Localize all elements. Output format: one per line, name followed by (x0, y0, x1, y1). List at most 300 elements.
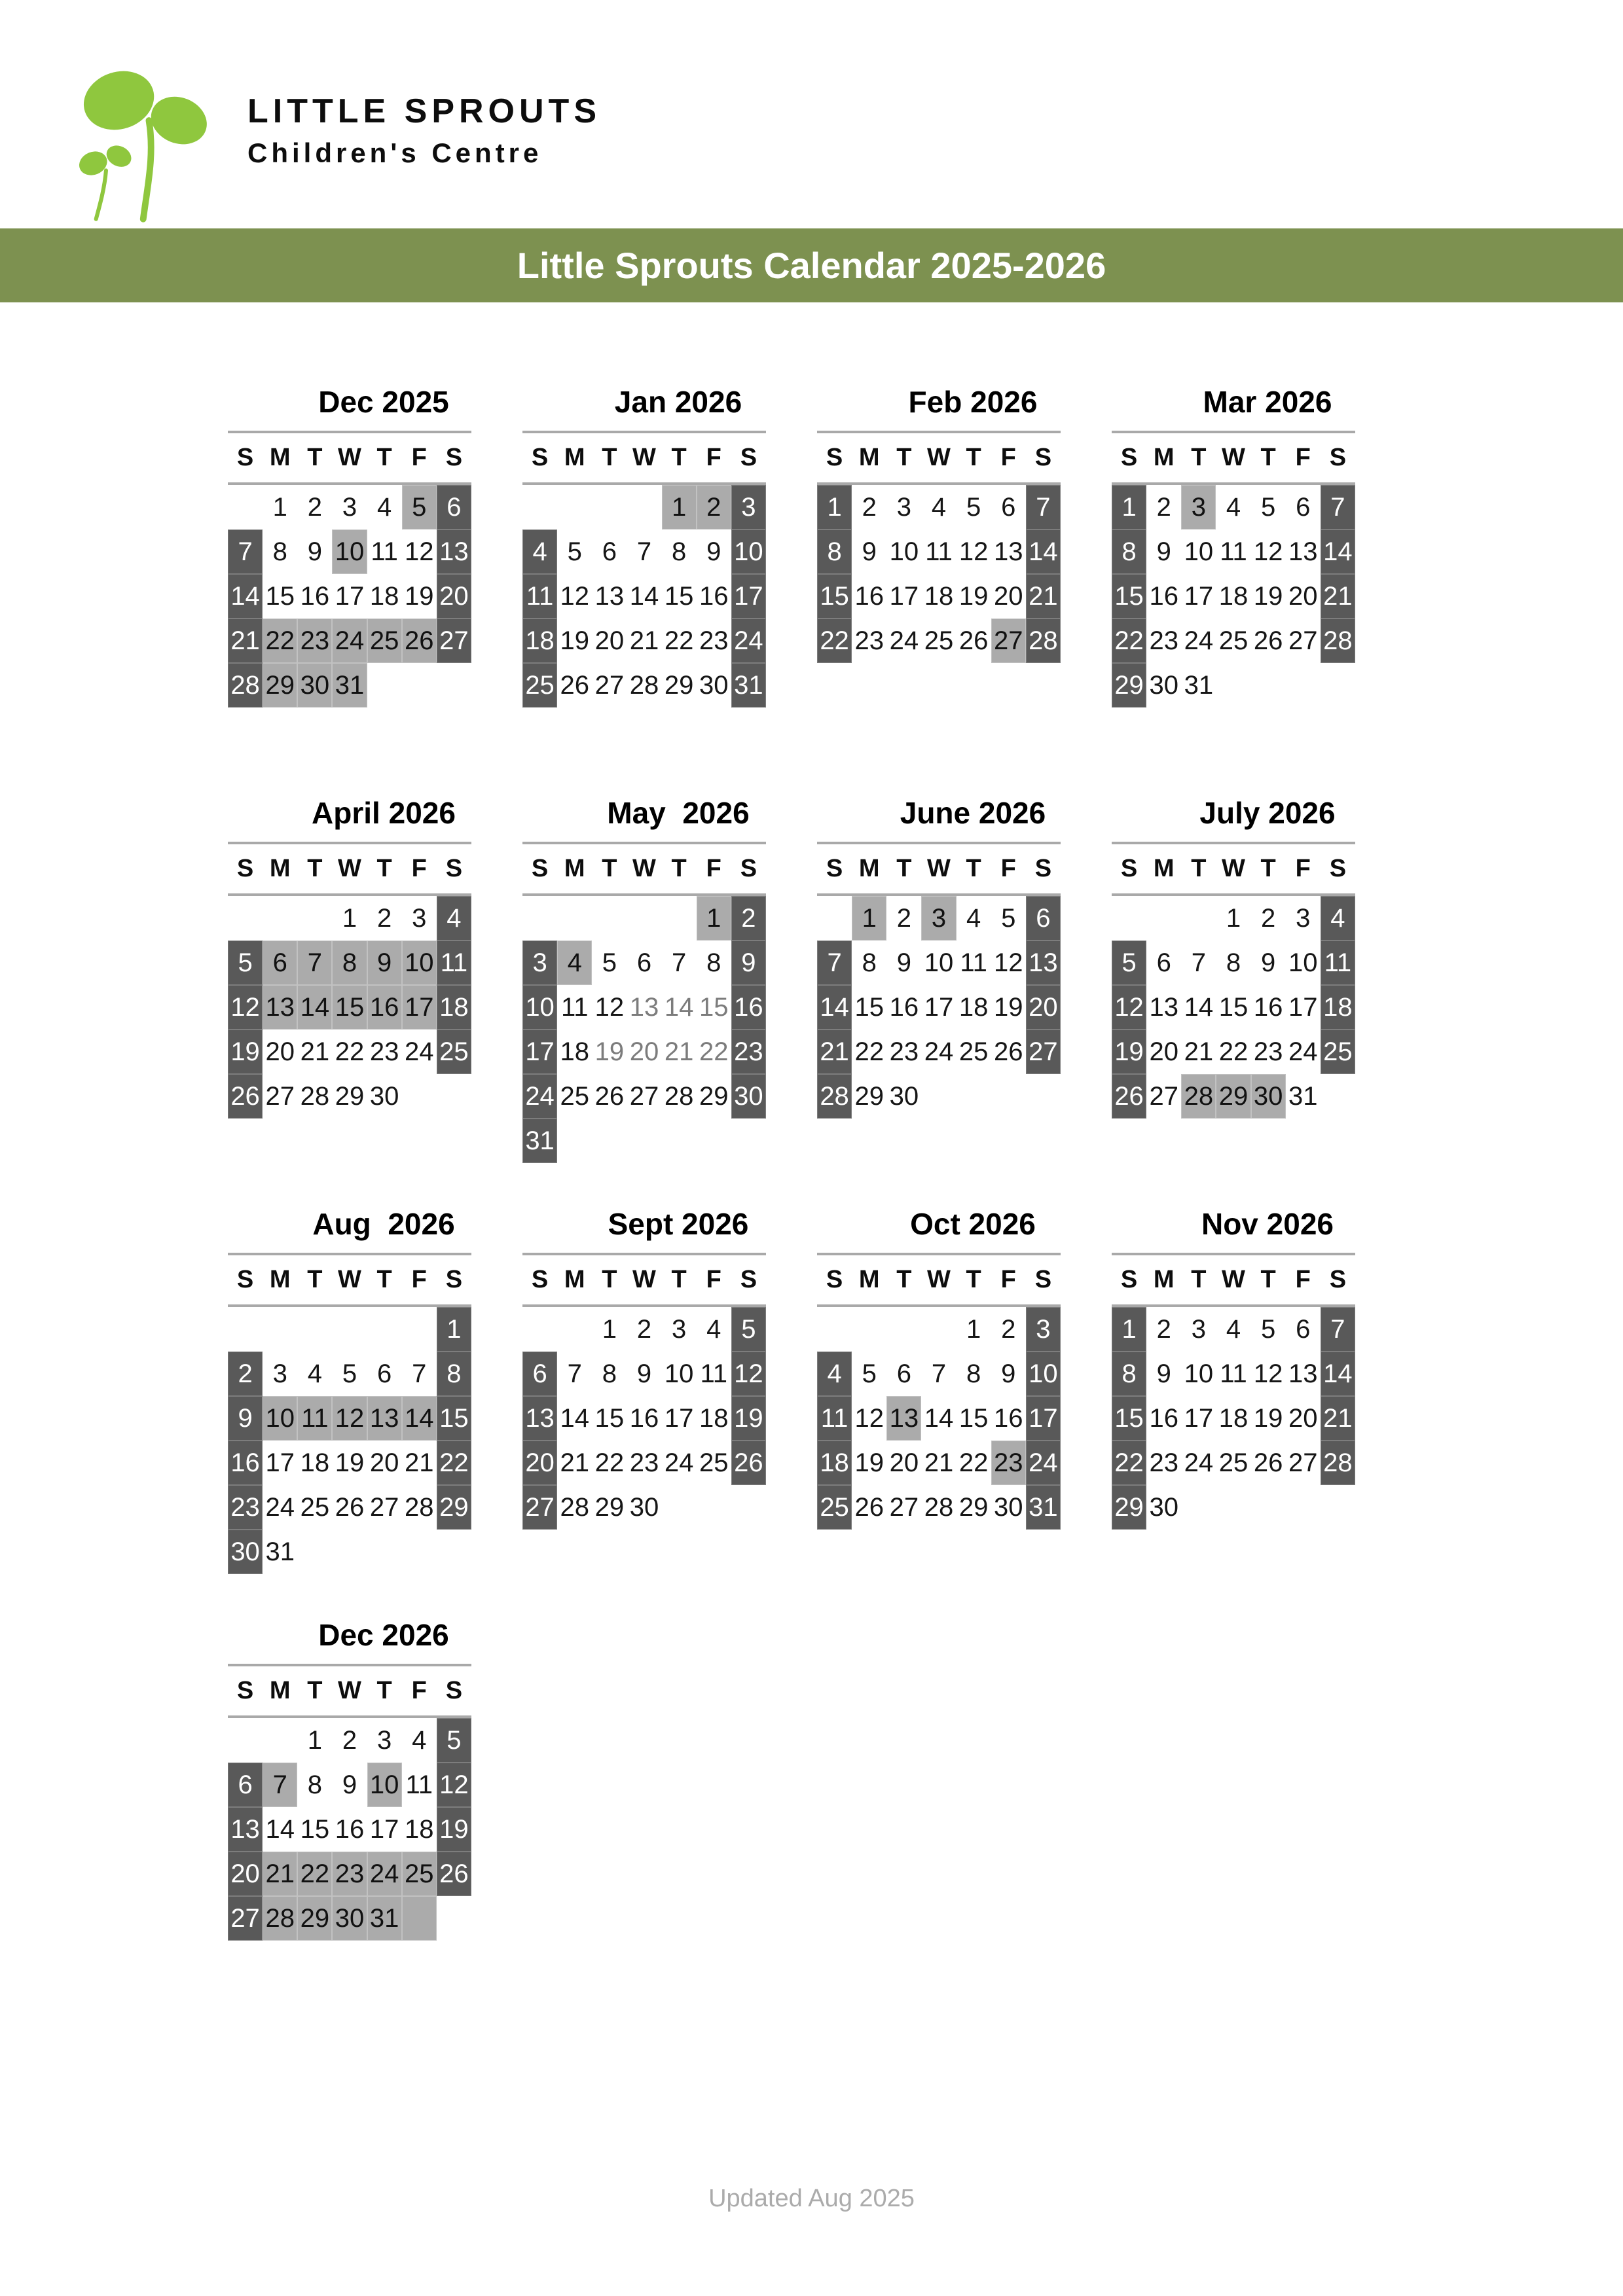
month-days (817, 896, 1061, 1119)
day-cell: 12 (854, 1403, 884, 1433)
day-cell-empty (1321, 1074, 1355, 1119)
day-cell: 9 (636, 1359, 652, 1388)
day-cell: 1 (1112, 1307, 1146, 1352)
day-cell: 12 (731, 1352, 766, 1396)
day-cell: 14 (560, 1403, 589, 1433)
day-cell-empty (437, 1896, 471, 1941)
day-cell-empty (297, 896, 332, 941)
day-cell: 2 (1156, 1314, 1171, 1344)
day-cell: 6 (1296, 492, 1311, 522)
day-cell: 20 (1288, 1403, 1318, 1433)
day-cell: 19 (994, 992, 1023, 1022)
day-cell: 26 (731, 1441, 766, 1485)
day-cell: 11 (522, 574, 557, 619)
month-block (522, 795, 766, 1170)
day-cell: 20 (228, 1852, 263, 1896)
weekday-label: M (1153, 444, 1175, 471)
day-cell: 25 (1321, 1030, 1355, 1074)
day-cell: 8 (706, 948, 721, 977)
day-cell: 9 (342, 1770, 357, 1799)
day-cell: 29 (263, 663, 297, 708)
day-cell: 4 (966, 903, 981, 933)
day-cell-empty (228, 1307, 263, 1352)
day-cell: 18 (817, 1441, 852, 1485)
day-cell: 7 (931, 1359, 947, 1388)
weekday-label: M (1153, 855, 1175, 882)
day-cell: 16 (1149, 1403, 1178, 1433)
day-cell: 15 (300, 1814, 330, 1844)
day-cell: 20 (265, 1037, 295, 1066)
day-cell: 20 (522, 1441, 557, 1485)
day-cell: 30 (629, 1492, 659, 1522)
day-cell: 11 (405, 1770, 433, 1799)
day-cell: 16 (731, 985, 766, 1030)
day-cell: 28 (405, 1492, 434, 1522)
day-cell: 12 (1112, 985, 1146, 1030)
day-cell: 21 (629, 626, 659, 655)
month-days (1112, 485, 1355, 708)
day-cell: 17 (924, 992, 954, 1022)
day-cell: 6 (522, 1352, 557, 1396)
day-cell: 28 (1321, 1441, 1355, 1485)
day-cell: 23 (1253, 1037, 1283, 1066)
day-cell: 3 (896, 492, 911, 522)
day-cell: 13 (437, 529, 471, 574)
weekday-label: T (671, 444, 687, 471)
month-title: July 2026 (1199, 796, 1336, 830)
day-cell-empty (662, 1119, 697, 1163)
weekday-label: S (1120, 444, 1138, 471)
day-cell: 21 (1184, 1037, 1214, 1066)
weekday-label: S (236, 1266, 254, 1293)
day-cell: 18 (1218, 581, 1249, 611)
weekday-label: T (1260, 444, 1276, 471)
day-cell-empty (592, 1119, 627, 1163)
month-title: Sept 2026 (608, 1207, 749, 1241)
day-cell: 29 (335, 1081, 365, 1111)
weekday-label: W (338, 855, 361, 882)
day-cell: 9 (896, 948, 911, 977)
day-cell: 26 (1112, 1074, 1146, 1119)
day-cell-empty (662, 896, 697, 941)
day-cell: 19 (958, 581, 989, 611)
day-cell: 29 (854, 1081, 884, 1111)
day-cell: 6 (1026, 896, 1061, 941)
day-cell: 18 (699, 1403, 729, 1433)
day-cell-empty (1216, 663, 1250, 708)
weekday-label: S (531, 1266, 549, 1293)
weekday-header-row (228, 1253, 471, 1307)
day-cell: 16 (994, 1403, 1023, 1433)
day-cell: 22 (1112, 619, 1146, 663)
day-cell-empty (367, 663, 402, 708)
day-cell: 11 (297, 1396, 332, 1441)
day-cell: 31 (1026, 1485, 1061, 1530)
day-cell: 7 (672, 948, 687, 977)
day-cell: 17 (522, 1030, 557, 1074)
day-cell: 29 (958, 1492, 989, 1522)
month-title: Aug 2026 (312, 1207, 455, 1241)
day-cell-empty (1321, 1485, 1355, 1530)
day-cell: 27 (265, 1081, 295, 1111)
day-cell: 29 (1112, 663, 1146, 708)
day-cell-empty (697, 1119, 731, 1163)
day-cell: 8 (437, 1352, 471, 1396)
weekday-label: M (269, 855, 291, 882)
day-cell-empty (1286, 1485, 1321, 1530)
day-cell: 5 (731, 1307, 766, 1352)
day-cell: 17 (1184, 1403, 1214, 1433)
day-cell: 19 (405, 581, 434, 611)
day-cell: 24 (924, 1037, 954, 1066)
day-cell: 23 (332, 1852, 367, 1896)
day-cell: 6 (1296, 1314, 1311, 1344)
day-cell: 7 (412, 1359, 427, 1388)
day-cell: 16 (699, 581, 729, 611)
day-cell: 7 (817, 941, 852, 985)
day-cell: 19 (437, 1807, 471, 1852)
weekday-label: T (376, 444, 392, 471)
day-cell: 20 (1288, 581, 1318, 611)
weekday-label: S (1120, 1266, 1138, 1293)
day-cell: 14 (297, 985, 332, 1030)
day-cell: 8 (966, 1359, 981, 1388)
day-cell: 27 (369, 1492, 399, 1522)
day-cell: 25 (924, 626, 954, 655)
day-cell: 31 (265, 1537, 295, 1566)
day-cell: 13 (994, 537, 1023, 566)
month-days (522, 896, 766, 1163)
day-cell: 11 (371, 537, 398, 566)
weekday-label: S (740, 444, 757, 471)
day-cell: 17 (369, 1814, 399, 1844)
weekday-header-row (817, 431, 1061, 485)
weekday-label: W (927, 855, 951, 882)
weekday-label: T (1191, 444, 1207, 471)
weekday-label: W (338, 444, 361, 471)
day-cell: 22 (263, 619, 297, 663)
day-cell: 15 (958, 1403, 989, 1433)
day-cell: 6 (437, 485, 471, 529)
day-cell: 11 (560, 992, 589, 1022)
day-cell-empty (817, 896, 852, 941)
logo-text (247, 92, 601, 169)
day-cell: 4 (557, 941, 592, 985)
weekday-label: T (307, 1266, 323, 1293)
day-cell: 5 (1001, 903, 1016, 933)
day-cell: 13 (367, 1396, 402, 1441)
weekday-label: F (1295, 855, 1311, 882)
day-cell: 4 (1226, 492, 1241, 522)
day-cell: 27 (889, 1492, 919, 1522)
day-cell: 29 (664, 670, 694, 700)
day-cell: 15 (854, 992, 884, 1022)
day-cell: 26 (437, 1852, 471, 1896)
day-cell: 25 (1218, 626, 1249, 655)
day-cell-empty (297, 1530, 332, 1574)
day-cell: 23 (629, 1448, 659, 1477)
day-cell-empty (367, 1307, 402, 1352)
day-cell: 28 (629, 670, 659, 700)
day-cell: 4 (412, 1725, 427, 1755)
weekday-label: S (1034, 1266, 1052, 1293)
day-cell: 20 (889, 1448, 919, 1477)
weekday-label: T (966, 444, 981, 471)
weekday-label: M (269, 1677, 291, 1704)
day-cell: 2 (307, 492, 322, 522)
day-cell: 24 (332, 619, 367, 663)
day-cell: 21 (300, 1037, 330, 1066)
day-cell: 15 (664, 581, 694, 611)
day-cell: 9 (731, 941, 766, 985)
day-cell: 21 (263, 1852, 297, 1896)
day-cell: 8 (1112, 529, 1146, 574)
day-cell: 21 (228, 619, 263, 663)
day-cell-empty (921, 1074, 956, 1119)
weekday-label: M (269, 444, 291, 471)
day-cell-empty (1181, 1485, 1216, 1530)
day-cell: 1 (342, 903, 357, 933)
weekday-label: F (411, 1677, 427, 1704)
day-cell: 3 (377, 1725, 392, 1755)
day-cell: 25 (1218, 1448, 1249, 1477)
day-cell-empty (1251, 1485, 1286, 1530)
day-cell: 24 (1288, 1037, 1318, 1066)
weekday-header-row (228, 842, 471, 896)
month-title: Feb 2026 (908, 385, 1038, 419)
month-block (522, 1206, 766, 1581)
weekday-label: W (632, 1266, 656, 1293)
weekday-header-row (522, 1253, 766, 1307)
day-cell: 30 (1149, 670, 1178, 700)
day-cell: 6 (896, 1359, 911, 1388)
sprout-logo-icon (71, 58, 236, 232)
day-cell: 1 (817, 485, 852, 529)
day-cell: 2 (377, 903, 392, 933)
day-cell: 6 (263, 941, 297, 985)
weekday-label: M (858, 1266, 880, 1293)
day-cell: 8 (1226, 948, 1241, 977)
day-cell: 5 (402, 485, 437, 529)
day-cell-empty (437, 1074, 471, 1119)
day-cell: 4 (706, 1314, 721, 1344)
month-title: Nov 2026 (1201, 1207, 1334, 1241)
weekday-label: T (671, 1266, 687, 1293)
day-cell: 21 (1321, 574, 1355, 619)
day-cell: 24 (405, 1037, 434, 1066)
day-cell: 2 (731, 896, 766, 941)
weekday-label: S (236, 1677, 254, 1704)
weekday-label: S (445, 1677, 463, 1704)
day-cell: 5 (1112, 941, 1146, 985)
weekday-label: S (826, 444, 843, 471)
day-cell: 11 (1220, 1359, 1247, 1388)
day-cell: 15 (1112, 574, 1146, 619)
day-cell: 21 (405, 1448, 434, 1477)
day-cell: 1 (1226, 903, 1241, 933)
month-title: May 2026 (607, 796, 750, 830)
day-cell: 3 (412, 903, 427, 933)
day-cell: 14 (1026, 529, 1061, 574)
day-cell: 19 (335, 1448, 365, 1477)
day-cell-empty (263, 896, 297, 941)
weekday-label: S (1329, 444, 1347, 471)
weekday-label: T (1191, 855, 1207, 882)
weekday-label: S (445, 855, 463, 882)
day-cell: 16 (367, 985, 402, 1030)
day-cell: 7 (228, 529, 263, 574)
day-cell: 21 (817, 1030, 852, 1074)
day-cell: 6 (228, 1763, 263, 1807)
day-cell: 14 (1184, 992, 1214, 1022)
month-block (228, 384, 471, 759)
day-cell: 11 (700, 1359, 728, 1388)
weekday-label: W (1222, 1266, 1245, 1293)
day-cell-empty (1321, 663, 1355, 708)
day-cell: 10 (924, 948, 954, 977)
day-cell-empty (731, 1119, 766, 1163)
day-cell: 3 (731, 485, 766, 529)
day-cell: 1 (662, 485, 697, 529)
day-cell: 22 (1218, 1037, 1249, 1066)
day-cell-empty (957, 1074, 991, 1119)
day-cell: 16 (335, 1814, 365, 1844)
month-days (522, 485, 766, 708)
day-cell: 18 (522, 619, 557, 663)
day-cell: 27 (1288, 626, 1318, 655)
day-cell: 24 (522, 1074, 557, 1119)
day-cell: 25 (437, 1030, 471, 1074)
weekday-label: S (740, 855, 757, 882)
day-cell: 23 (1149, 626, 1178, 655)
day-cell-empty (263, 1307, 297, 1352)
day-cell: 14 (265, 1814, 295, 1844)
day-cell: 11 (960, 948, 987, 977)
day-cell: 15 (1112, 1396, 1146, 1441)
day-cell: 23 (699, 626, 729, 655)
day-cell-empty (402, 1074, 437, 1119)
day-cell: 26 (228, 1074, 263, 1119)
day-cell-empty (1181, 896, 1216, 941)
weekday-label: M (1153, 1266, 1175, 1293)
day-cell-empty (402, 663, 437, 708)
day-cell: 11 (437, 941, 471, 985)
day-cell: 12 (437, 1763, 471, 1807)
day-cell: 23 (369, 1037, 399, 1066)
day-cell: 2 (896, 903, 911, 933)
day-cell: 7 (1026, 485, 1061, 529)
day-cell: 31 (367, 1896, 402, 1941)
day-cell: 2 (697, 485, 731, 529)
day-cell: 22 (1112, 1441, 1146, 1485)
day-cell: 13 (1026, 941, 1061, 985)
day-cell: 10 (889, 537, 919, 566)
day-cell: 3 (272, 1359, 287, 1388)
day-cell-empty (297, 1307, 332, 1352)
day-cell-empty (402, 1307, 437, 1352)
day-cell: 23 (228, 1485, 263, 1530)
weekday-label: T (307, 444, 323, 471)
day-cell: 10 (332, 529, 367, 574)
weekday-label: S (1034, 444, 1052, 471)
weekday-label: S (826, 855, 843, 882)
day-cell: 15 (1218, 992, 1249, 1022)
day-cell: 19 (594, 1037, 625, 1066)
weekday-label: T (1260, 1266, 1276, 1293)
day-cell: 18 (300, 1448, 330, 1477)
day-cell-empty (731, 1485, 766, 1530)
day-cell: 24 (889, 626, 919, 655)
day-cell: 28 (1181, 1074, 1216, 1119)
day-cell: 7 (263, 1763, 297, 1807)
day-cell: 11 (1321, 941, 1355, 985)
day-cell: 7 (1191, 948, 1206, 977)
day-cell: 17 (889, 581, 919, 611)
day-cell: 5 (1261, 492, 1276, 522)
day-cell-empty (522, 896, 557, 941)
day-cell: 13 (263, 985, 297, 1030)
day-cell: 6 (1001, 492, 1016, 522)
day-cell: 22 (335, 1037, 365, 1066)
day-cell: 3 (672, 1314, 687, 1344)
day-cell: 15 (437, 1396, 471, 1441)
day-cell: 24 (1184, 1448, 1214, 1477)
day-cell: 5 (602, 948, 617, 977)
day-cell: 8 (862, 948, 877, 977)
day-cell: 27 (629, 1081, 659, 1111)
day-cell: 7 (1321, 1307, 1355, 1352)
day-cell: 28 (1026, 619, 1061, 663)
weekday-label: T (602, 444, 617, 471)
day-cell: 8 (307, 1770, 322, 1799)
day-cell-empty (627, 485, 661, 529)
day-cell: 18 (560, 1037, 589, 1066)
day-cell: 29 (437, 1485, 471, 1530)
day-cell: 11 (925, 537, 953, 566)
day-cell: 4 (817, 1352, 852, 1396)
day-cell: 28 (263, 1896, 297, 1941)
day-cell-empty (557, 896, 592, 941)
month-days (228, 896, 471, 1119)
day-cell-empty (402, 1896, 437, 1941)
month-title: Oct 2026 (910, 1207, 1036, 1241)
day-cell: 8 (272, 537, 287, 566)
day-cell: 8 (332, 941, 367, 985)
day-cell: 17 (1026, 1396, 1061, 1441)
day-cell: 22 (699, 1037, 729, 1066)
day-cell: 21 (1026, 574, 1061, 619)
day-cell: 1 (966, 1314, 981, 1344)
day-cell: 3 (1026, 1307, 1061, 1352)
day-cell-empty (522, 485, 557, 529)
day-cell: 20 (994, 581, 1023, 611)
day-cell: 14 (228, 574, 263, 619)
weekday-label: T (896, 444, 912, 471)
day-cell: 27 (228, 1896, 263, 1941)
weekday-label: W (1222, 855, 1245, 882)
day-cell-empty (886, 1307, 921, 1352)
weekday-label: S (826, 1266, 843, 1293)
weekday-label: T (966, 1266, 981, 1293)
weekday-label: W (927, 1266, 951, 1293)
day-cell: 9 (307, 537, 322, 566)
day-cell: 26 (1253, 1448, 1283, 1477)
day-cell: 18 (405, 1814, 434, 1844)
day-cell: 9 (367, 941, 402, 985)
month-block (1112, 384, 1355, 759)
day-cell: 12 (228, 985, 263, 1030)
day-cell: 1 (697, 896, 731, 941)
